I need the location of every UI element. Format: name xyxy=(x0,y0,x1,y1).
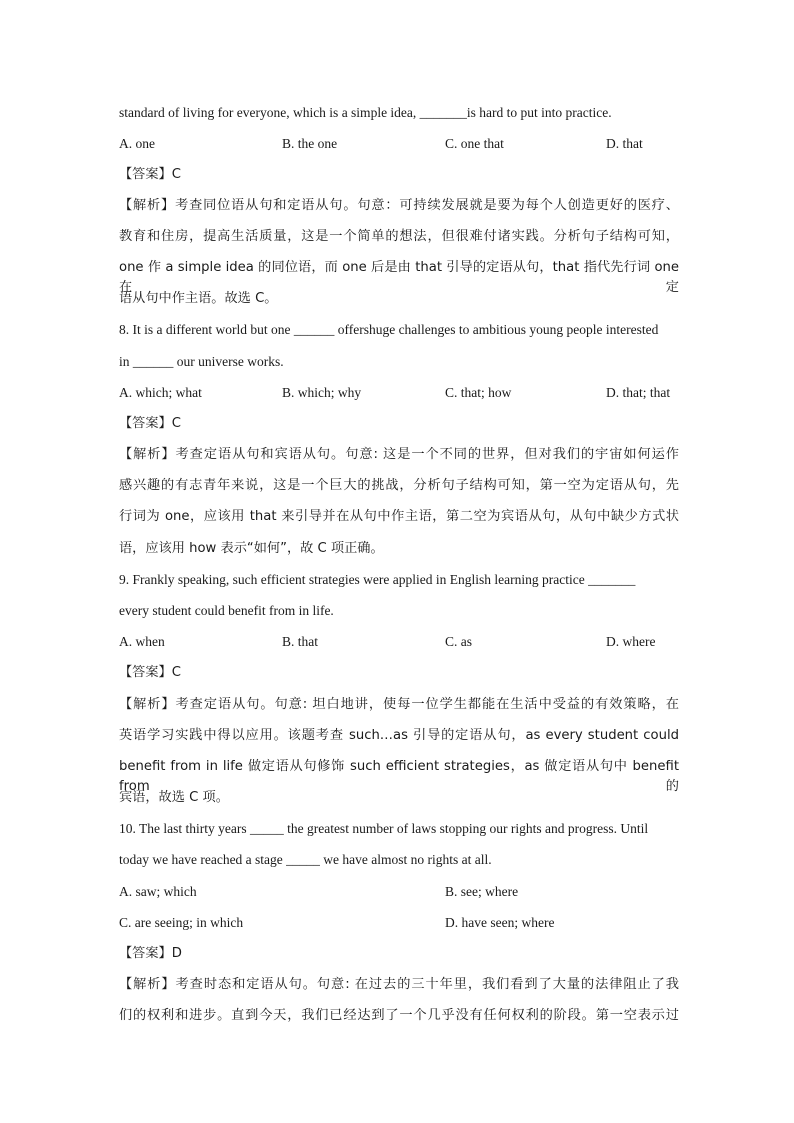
q9-analysis-line: 【解析】考查定语从句。句意: 坦白地讲，使每一位学生都能在生活中受益的有效策略，在 xyxy=(119,697,679,712)
q10-analysis-line: 们的权利和进步。直到今天，我们已经达到了一个几乎没有任何权利的阶段。第一空表示过 xyxy=(119,1008,679,1023)
q8-option-b: B. which; why xyxy=(282,385,362,400)
q7-option-c: C. one that xyxy=(445,136,504,151)
q7-option-d: D. that xyxy=(606,136,643,151)
q7-analysis-line: 【解析】考查同位语从句和定语从句。句意：可持续发展就是要为每个人创造更好的医疗、 xyxy=(119,198,679,213)
q10-analysis-line: 【解析】考查时态和定语从句。句意: 在过去的三十年里，我们看到了大量的法律阻止了我 xyxy=(119,977,679,992)
q8-stem-line: 8. It is a different world but one ______ offershuge challenges to ambitious young people interested xyxy=(119,322,659,337)
q10-option-b: B. see; where xyxy=(445,884,519,899)
q10-answer: 【答案】D xyxy=(119,946,182,961)
q8-stem-line: in ______ our universe works. xyxy=(119,354,284,369)
q9-stem-line: 9. Frankly speaking, such efficient strategies were applied in English learning practice _______ xyxy=(119,572,636,587)
q9-option-c: C. as xyxy=(445,634,472,649)
q7-answer: 【答案】C xyxy=(119,167,181,182)
q9-option-a: A. when xyxy=(119,634,165,649)
q10-stem-line: 10. The last thirty years _____ the greatest number of laws stopping our rights and progress. Until xyxy=(119,821,649,836)
q8-option-a: A. which; what xyxy=(119,385,202,400)
q9-analysis-line: 英语学习实践中得以应用。该题考查 such…as 引导的定语从句，as every student could xyxy=(119,728,679,743)
q10-stem-line: today we have reached a stage _____ we have almost no rights at all. xyxy=(119,852,492,867)
q8-analysis-line: 语，应该用 how 表示“如何”，故 C 项正确。 xyxy=(119,541,384,556)
q9-stem-line: every student could benefit from in life. xyxy=(119,603,334,618)
q7-analysis-line: 教育和住房，提高生活质量，这是一个简单的想法，但很难付诸实践。分析句子结构可知， xyxy=(119,229,679,244)
q9-option-b: B. that xyxy=(282,634,318,649)
q8-analysis-line: 【解析】考查定语从句和宾语从句。句意: 这是一个不同的世界，但对我们的宇宙如何运作 xyxy=(119,447,679,462)
q8-option-d: D. that; that xyxy=(606,385,671,400)
q9-analysis-line: benefit from in life 做定语从句修饰 such efficient strategies，as 做定语从句中 benefit from 的 xyxy=(119,759,679,794)
q7-stem-line: standard of living for everyone, which is a simple idea, _______is hard to put into practice. xyxy=(119,105,612,120)
q9-analysis-line: 宾语，故选 C 项。 xyxy=(119,790,229,805)
q7-analysis-line: 语从句中作主语。故选 C。 xyxy=(119,291,278,306)
q10-option-d: D. have seen; where xyxy=(445,915,555,930)
q10-option-c: C. are seeing; in which xyxy=(119,915,244,930)
q8-answer: 【答案】C xyxy=(119,416,181,431)
q8-analysis-line: 感兴趣的有志青年来说，这是一个巨大的挑战，分析句子结构可知，第一空为定语从句，先 xyxy=(119,478,679,493)
q7-option-a: A. one xyxy=(119,136,155,151)
q7-analysis-line: one 作 a simple idea 的同位语，而 one 后是由 that 引导的定语从句，that 指代先行词 one 在定 xyxy=(119,260,679,295)
q9-answer: 【答案】C xyxy=(119,665,181,680)
q10-option-a: A. saw; which xyxy=(119,884,197,899)
q8-option-c: C. that; how xyxy=(445,385,512,400)
q7-option-b: B. the one xyxy=(282,136,338,151)
q9-option-d: D. where xyxy=(606,634,656,649)
q8-analysis-line: 行词为 one，应该用 that 来引导并在从句中作主语，第二空为宾语从句，从句中缺少方式状 xyxy=(119,509,679,524)
